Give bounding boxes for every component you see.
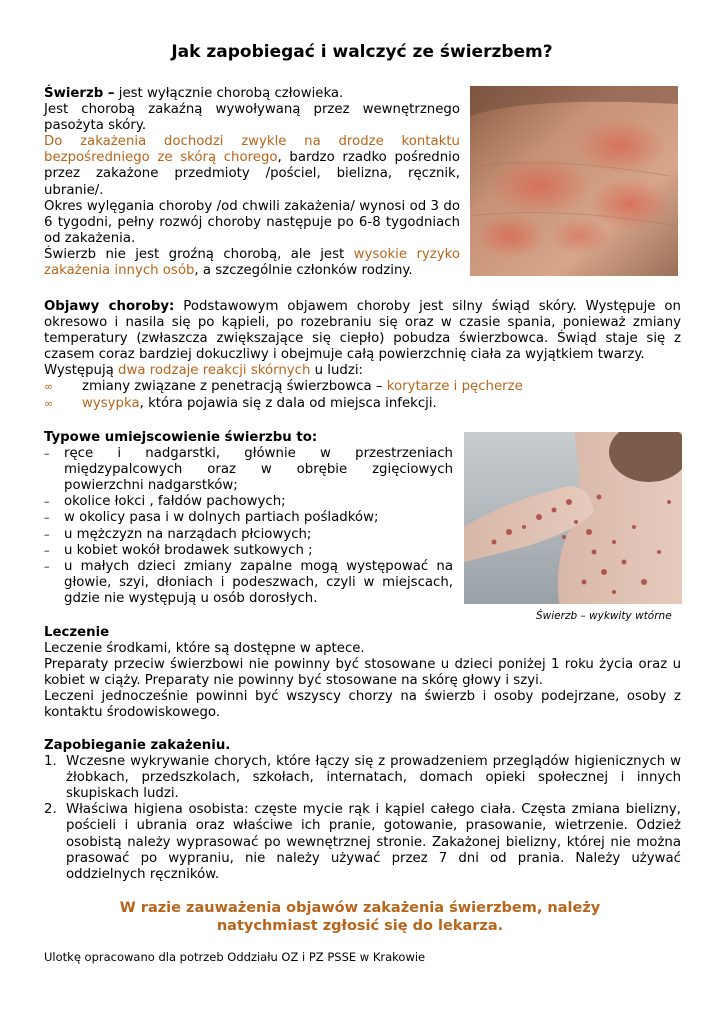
item-text: Właściwa higiena osobista: częste mycie rąk i kąpiel całego ciała. Częsta zmiana bielizny, pościeli i ubrania oraz właściwe ich pranie, gotowanie, prasowanie, wietrzenie. Odzież osobistą należy wyprasować po wewnętrznej stronie. Zakażonej bielizny, której nie można prasować po wypraniu, nie należy używać przez 7 dni od prania. Należy używać oddzielnych ręczników. <box>66 802 681 882</box>
callout-line-1: W razie zauważenia objawów zakażenia świerzbem, należy <box>119 900 601 916</box>
prevention-heading: Zapobieganie zakażeniu. <box>44 738 231 753</box>
list-item <box>44 396 681 412</box>
list-item: – w okolicy pasa i w dolnych partiach pośladków; <box>44 510 453 526</box>
list-item: – okolice łokci , fałdów pachowych; <box>44 494 453 510</box>
treatment-line-2: Preparaty przeciw świerzbowi nie powinny być stosowane u dzieci poniżej 1 roku życia oraz u kobiet w ciąży. Preparaty nie powinny być stosowane na skórę głowy i szyi. <box>44 657 681 689</box>
symptoms-text: Podstawowym objawem choroby jest silny świąd skóry. Występuje on okresowo i nasila się po kąpieli, po rozebraniu się oraz w czasie spania, ponieważ zmiany temperatury (zwłaszcza zwiększające się ciepło) pobudza świerzbowca. Świąd staje się z czasem coraz bardziej dokuczliwy i obejmuje całą powierzchnię ciała za wyjątkiem twarzy. <box>44 299 681 363</box>
item-number: 2. <box>44 802 57 818</box>
intro-p3-rest: , bardzo rzadko pośrednio przez zakażone przedmioty /pościel, bielizna, ręcznik, ubranie/. <box>44 150 460 198</box>
list-item: – ręce i nadgarstki, głównie w przestrzeniach międzypalcowych oraz w obrębie zgięciowych powierzchni nadgarstków; <box>44 446 453 494</box>
types-end: u ludzi: <box>310 363 364 379</box>
intro-line-1 <box>44 86 460 102</box>
doctor-callout <box>40 899 680 935</box>
locations-section <box>44 430 453 607</box>
list-item: – u kobiet wokół brodawek sutkowych ; <box>44 543 453 559</box>
skin-rash-illustration <box>470 86 678 276</box>
photo-caption: Świerzb – wykwity wtórne <box>536 610 672 622</box>
reaction-list <box>44 379 681 411</box>
intro-p5-end: , a szczególnie członków rodziny. <box>194 263 413 279</box>
list-item <box>44 802 681 882</box>
prevention-list <box>44 754 681 883</box>
treatment-section <box>44 625 681 722</box>
list-item <box>44 754 681 802</box>
callout-line-2: natychmiast zgłosić się do lekarza. <box>216 918 504 934</box>
types-highlight: dwa rodzaje reakcji skórnych <box>118 363 311 379</box>
intro-p2: Jest chorobą zakaźną wywoływaną przez wewnętrznego pasożyta skóry. <box>44 102 460 134</box>
intro-term: Świerzb – <box>44 86 115 101</box>
types-start: Występują <box>44 363 119 379</box>
symptoms-paragraph <box>44 299 681 363</box>
intro-p5-start: Świerzb nie jest groźną chorobą, ale jest <box>44 246 354 262</box>
intro-p4: Okres wylęgania choroby /od chwili zakażenia/ wynosi od 3 do 6 tygodni, pełny rozwój choroby następuje po 6-8 tygodniach od zakażenia. <box>44 198 460 246</box>
intro-section <box>44 86 460 279</box>
intro-p5 <box>44 247 460 279</box>
treatment-heading: Leczenie <box>44 625 110 640</box>
intro-p5-highlight: wysokie ryzyko zakażenia innych osób <box>44 246 461 279</box>
skin-rash-photo <box>470 86 678 276</box>
item-text: Wczesne wykrywanie chorych, które łączy się z prowadzeniem przeglądów higienicznych w żłobkach, przedszkolach, szkołach, internatach, domach opieki społecznej i innych skupiskach ludzi. <box>66 754 681 802</box>
reaction-1-text: zmiany związane z penetracją świerzbowca – <box>82 379 387 395</box>
item-number: 1. <box>44 754 57 770</box>
symptoms-heading: Objawy choroby: <box>44 299 175 314</box>
treatment-line-1: Leczenie środkami, które są dostępne w aptece. <box>44 641 365 657</box>
symptoms-section <box>44 299 681 412</box>
reaction-2-highlight: wysypka <box>82 395 140 411</box>
page-title: Jak zapobiegać i walczyć ze świerzbem? <box>171 42 553 62</box>
list-item: – u małych dzieci zmiany zapalne mogą występować na głowie, szyi, dłoniach i podeszwach, czyli w miejscach, gdzie nie występują u osób dorosłych. <box>44 559 453 607</box>
intro-p3-highlight: Do zakażenia dochodzi zwykle na drodze kontaktu bezpośredniego ze skórą chorego <box>44 134 460 166</box>
list-item: – u mężczyzn na narządach płciowych; <box>44 527 453 543</box>
intro-p1: jest wyłącznie chorobą człowieka. <box>114 86 344 101</box>
reaction-1-highlight: korytarze i pęcherze <box>386 379 523 395</box>
treatment-line-3: Leczeni jednocześnie powinni być wszyscy chorzy na świerzb i osoby podejrzane, osoby z kontaktu środowiskowego. <box>44 689 681 721</box>
symptoms-types <box>44 363 681 379</box>
locations-list <box>44 446 453 607</box>
list-item <box>44 379 681 395</box>
intro-p3 <box>44 134 460 198</box>
locations-heading: Typowe umiejscowienie świerzbu to: <box>44 430 318 445</box>
prevention-section <box>44 738 681 883</box>
footer-note: Ulotkę opracowano dla potrzeb Oddziału OZ i PZ PSSE w Krakowie <box>44 950 426 964</box>
child-rash-photo <box>464 432 682 604</box>
child-rash-illustration <box>464 432 682 604</box>
reaction-2-text: , która pojawia się z dala od miejsca infekcji. <box>139 395 437 411</box>
